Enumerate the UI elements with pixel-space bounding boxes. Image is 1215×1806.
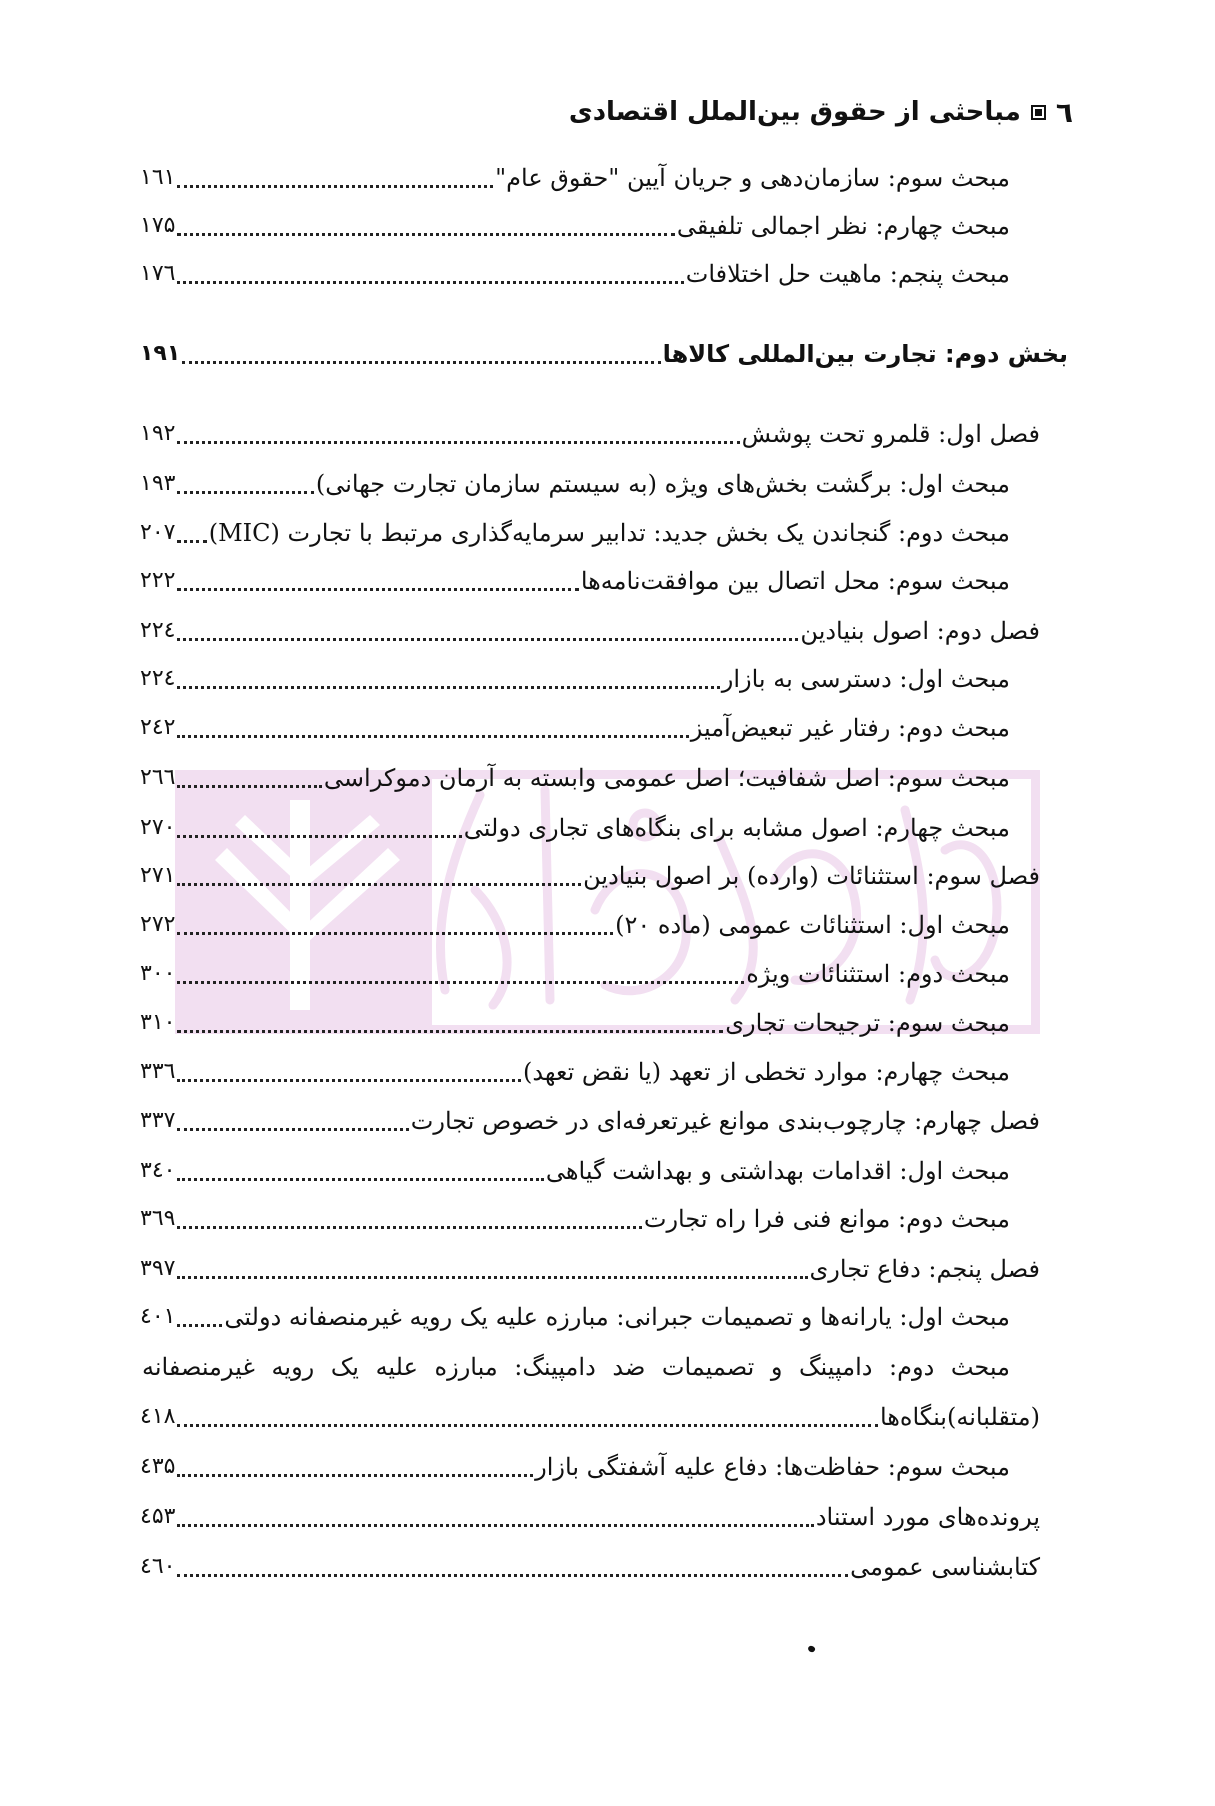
toc-entry[interactable] bbox=[140, 561, 1010, 601]
toc-entry-page: ٤٦۰ bbox=[140, 1554, 176, 1579]
toc-entry-page: ۲۷۲ bbox=[140, 912, 176, 937]
toc-entry-page: ۲۷۱ bbox=[140, 863, 176, 888]
toc-entry-continuation[interactable] bbox=[140, 1397, 1040, 1437]
toc-entry-label: مبحث سوم: سازمان‌دهی و جریان آیین "حقوق عام" bbox=[495, 164, 1010, 192]
toc-entry-label: مبحث اول: برگشت بخش‌های ویژه (به سیستم سازمان تجارت جهانی) bbox=[315, 470, 1010, 498]
dot-leader bbox=[177, 932, 613, 935]
toc-entry[interactable] bbox=[140, 206, 1010, 246]
toc-entry-label: مبحث سوم: محل اتصال بین موافقت‌نامه‌ها bbox=[580, 567, 1010, 595]
dot-leader bbox=[177, 588, 578, 591]
toc-entry-label: فصل اول: قلمرو تحت پوشش bbox=[741, 420, 1040, 448]
toc-entry[interactable] bbox=[140, 1447, 1010, 1487]
toc-entry-page: ۱۹۱ bbox=[140, 341, 181, 366]
toc-entry[interactable] bbox=[140, 464, 1010, 504]
toc-entry-label: فصل دوم: اصول بنیادین bbox=[800, 617, 1040, 645]
toc-entry-page: ۱۷٦ bbox=[140, 261, 176, 286]
toc-entry-page: ۳٤۰ bbox=[140, 1158, 176, 1183]
toc-entry[interactable] bbox=[140, 254, 1010, 294]
toc-entry-page: ۲۲٤ bbox=[140, 618, 176, 643]
toc-entry-label: مبحث چهارم: اصول مشابه برای بنگاه‌های تجاری دولتی bbox=[463, 814, 1010, 842]
toc-entry-label: فصل پنجم: دفاع تجاری bbox=[809, 1255, 1040, 1283]
toc-entry-page: ۳٦۹ bbox=[140, 1206, 176, 1231]
toc-entry[interactable] bbox=[140, 708, 1010, 748]
dot-leader bbox=[177, 281, 683, 284]
toc-entry-label: فصل چهارم: چارچوب‌بندی موانع غیرتعرفه‌ای در خصوص تجارت bbox=[410, 1107, 1040, 1135]
running-title: مباحثی از حقوق بین‌الملل اقتصادی bbox=[568, 97, 1021, 127]
dot-leader bbox=[177, 1079, 521, 1082]
dot-leader bbox=[177, 686, 719, 689]
toc-entry[interactable] bbox=[140, 1347, 1010, 1387]
toc-entry-label: مبحث چهارم: موارد تخطی از تعهد (یا نقض تعهد) bbox=[522, 1058, 1010, 1086]
toc-chapter-entry[interactable] bbox=[140, 1497, 1040, 1537]
toc-chapter-entry[interactable] bbox=[140, 1547, 1040, 1587]
toc-entry[interactable] bbox=[140, 954, 1010, 994]
toc-entry-page: ۲۲۲ bbox=[140, 568, 176, 593]
dot-leader bbox=[177, 540, 206, 543]
toc-entry-page: ۳۱۰ bbox=[140, 1010, 176, 1035]
toc-entry-page: ۳۳٦ bbox=[140, 1059, 176, 1084]
toc-part-heading[interactable] bbox=[140, 334, 1068, 374]
toc-entry-label: مبحث دوم: گنجاندن یک بخش جدید: تدابیر سرمایه‌گذاری مرتبط با تجارت (MIC) bbox=[208, 519, 1010, 547]
dot-leader bbox=[177, 1030, 723, 1033]
toc-entry[interactable] bbox=[140, 1297, 1010, 1337]
toc-entry-page: ۱۷۵ bbox=[140, 213, 176, 238]
toc-chapter-entry[interactable] bbox=[140, 1101, 1040, 1141]
toc-chapter-entry[interactable] bbox=[140, 856, 1040, 896]
toc-entry-label: مبحث اول: استثنائات عمومی (ماده ۲۰) bbox=[615, 911, 1010, 939]
toc-chapter-entry[interactable] bbox=[140, 414, 1040, 454]
toc-entry-page: ۲۰۷ bbox=[140, 520, 176, 545]
toc-entry-page: ۳۹۷ bbox=[140, 1256, 176, 1281]
dot-leader bbox=[177, 1178, 543, 1181]
dot-leader bbox=[177, 185, 493, 188]
toc-entry-label: مبحث سوم: اصل شفافیت؛ اصل عمومی وابسته به آرمان دموکراسی bbox=[323, 764, 1010, 792]
toc-entry-page: ۳۰۰ bbox=[140, 961, 176, 986]
dot-leader bbox=[177, 735, 688, 738]
toc-entry-label: مبحث دوم: استثنائات ویژه bbox=[746, 960, 1010, 988]
toc-entry-page: ۳۳۷ bbox=[140, 1108, 176, 1133]
toc-entry-page: ۱۹۲ bbox=[140, 421, 176, 446]
toc-entry-label: مبحث اول: یارانه‌ها و تصمیمات جبرانی: مبارزه علیه یک رویه غیرمنصفانه دولتی bbox=[224, 1303, 1010, 1331]
toc-entry-page: ۲٦٦ bbox=[140, 765, 176, 790]
toc-entry[interactable] bbox=[140, 1003, 1010, 1043]
square-bullet-icon bbox=[1031, 105, 1046, 120]
dot-leader bbox=[177, 1226, 641, 1229]
toc-entry-page: ٤۳۵ bbox=[140, 1454, 176, 1479]
dot-leader bbox=[177, 1574, 848, 1577]
dot-leader bbox=[177, 1424, 878, 1427]
page-number: ٦ bbox=[1055, 95, 1073, 129]
toc-entry[interactable] bbox=[140, 158, 1010, 198]
dot-leader bbox=[177, 1128, 408, 1131]
toc-entry-label: مبحث اول: اقدامات بهداشتی و بهداشت گیاهی bbox=[545, 1157, 1010, 1185]
toc-entry-label: مبحث سوم: ترجیحات تجاری bbox=[725, 1009, 1010, 1037]
dot-leader bbox=[177, 981, 744, 984]
toc-entry-page: ۱۹۳ bbox=[140, 471, 176, 496]
toc-entry[interactable] bbox=[140, 1199, 1010, 1239]
dot-leader bbox=[177, 491, 313, 494]
dot-leader bbox=[177, 233, 674, 236]
toc-entry-label: مبحث پنجم: ماهیت حل اختلافات bbox=[685, 260, 1010, 288]
toc-entry[interactable] bbox=[140, 659, 1010, 699]
toc-entry-label: فصل سوم: استثنائات (وارده) بر اصول بنیادین bbox=[583, 862, 1040, 890]
toc-entry-label: مبحث سوم: حفاظت‌ها: دفاع علیه آشفتگی بازار bbox=[535, 1453, 1010, 1481]
toc-entry-label: مبحث دوم: دامپینگ و تصمیمات ضد دامپینگ: مبارزه علیه یک رویه غیرمنصفانه bbox=[142, 1353, 1010, 1381]
toc-entry-label: مبحث چهارم: نظر اجمالی تلفیقی bbox=[676, 212, 1010, 240]
toc-entry-page: ۱٦۱ bbox=[140, 165, 176, 190]
dot-leader bbox=[177, 1324, 222, 1327]
toc-entry[interactable] bbox=[140, 808, 1010, 848]
toc-entry[interactable] bbox=[140, 758, 1010, 798]
dot-leader bbox=[177, 1474, 533, 1477]
dot-leader bbox=[177, 441, 739, 444]
dot-leader bbox=[177, 785, 321, 788]
dot-leader bbox=[177, 1524, 813, 1527]
toc-entry-label-continued: (متقلبانه)بنگاه‌ها bbox=[879, 1403, 1040, 1431]
toc-entry-page: ۲۷۰ bbox=[140, 815, 176, 840]
toc-entry-label: بخش دوم: تجارت بین‌المللی کالاها bbox=[662, 340, 1068, 368]
toc-entry[interactable] bbox=[140, 513, 1010, 553]
dot-leader bbox=[177, 638, 798, 641]
toc-chapter-entry[interactable] bbox=[140, 611, 1040, 651]
dot-leader bbox=[177, 883, 581, 886]
toc-entry[interactable] bbox=[140, 1151, 1010, 1191]
toc-entry-label: مبحث دوم: موانع فنی فرا راه تجارت bbox=[643, 1205, 1010, 1233]
toc-entry-page: ٤۱۸ bbox=[140, 1404, 176, 1429]
running-header bbox=[569, 92, 1073, 132]
toc-entry-label: مبحث اول: دسترسی به بازار bbox=[721, 665, 1010, 693]
toc-entry-page: ۲۲٤ bbox=[140, 666, 176, 691]
dot-leader bbox=[177, 835, 461, 838]
ink-speck bbox=[807, 1645, 816, 1654]
toc-entry-label: پرونده‌های مورد استناد bbox=[815, 1503, 1040, 1531]
dot-leader bbox=[177, 1276, 807, 1279]
toc-chapter-entry[interactable] bbox=[140, 1249, 1040, 1289]
toc-entry[interactable] bbox=[140, 905, 1010, 945]
toc-entry-page: ٤۵۳ bbox=[140, 1504, 176, 1529]
dot-leader bbox=[182, 361, 660, 364]
toc-entry-page: ٤۰۱ bbox=[140, 1304, 176, 1329]
toc-entry-label: کتابشناسی عمومی bbox=[850, 1553, 1040, 1581]
toc-entry-label: مبحث دوم: رفتار غیر تبعیض‌آمیز bbox=[690, 714, 1010, 742]
toc-entry[interactable] bbox=[140, 1052, 1010, 1092]
toc-entry-page: ۲٤۲ bbox=[140, 715, 176, 740]
